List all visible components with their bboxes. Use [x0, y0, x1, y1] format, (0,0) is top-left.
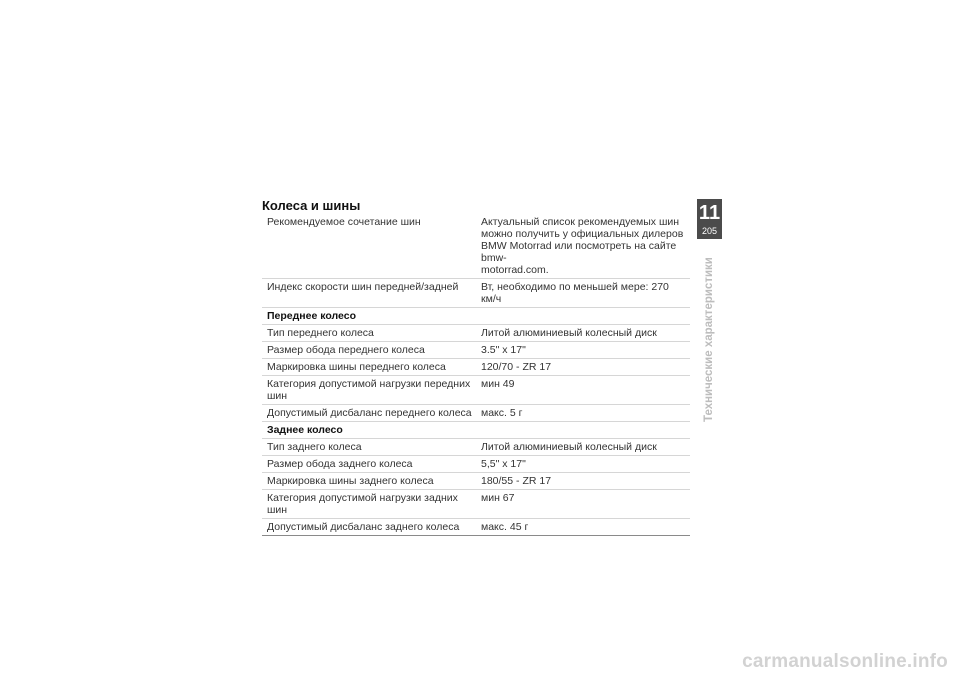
row-label: Рекомендуемое сочетание шин [262, 214, 476, 279]
row-label: Категория допустимой нагрузки передних шин [262, 376, 476, 405]
group-header-front [262, 308, 690, 325]
row-value-line: BMW Motorrad или посмотреть на сайте bmw- [481, 240, 677, 264]
row-label: Размер обода переднего колеса [262, 342, 476, 359]
row-label: Маркировка шины заднего колеса [262, 473, 476, 490]
row-value-line: можно получить у официальных дилеров [481, 228, 684, 240]
section-title: Колеса и шины [262, 198, 361, 213]
group-label: Заднее колесо [262, 422, 690, 439]
chapter-badge [697, 199, 722, 239]
chapter-side-title: Технические характеристики [703, 257, 715, 422]
chapter-number: 11 [698, 202, 721, 224]
row-label: Категория допустимой нагрузки задних шин [262, 490, 476, 519]
row-value: 5,5" x 17" [476, 456, 690, 473]
row-label: Индекс скорости шин передней/задней [262, 279, 476, 308]
row-value: Вт, необходимо по меньшей мере: 270 км/ч [476, 279, 690, 308]
row-label: Допустимый дисбаланс заднего колеса [262, 519, 476, 536]
row-value: макс. 5 г [476, 405, 690, 422]
table-row [262, 473, 690, 490]
page-number: 205 [701, 226, 718, 236]
table-row [262, 325, 690, 342]
table-row [262, 376, 690, 405]
row-value-line: motorrad.com. [481, 264, 549, 276]
row-value: 3.5" x 17" [476, 342, 690, 359]
row-value: макс. 45 г [476, 519, 690, 536]
group-header-rear [262, 422, 690, 439]
table-row [262, 405, 690, 422]
table-row [262, 456, 690, 473]
row-label: Тип переднего колеса [262, 325, 476, 342]
row-label: Тип заднего колеса [262, 439, 476, 456]
row-value: Литой алюминиевый колесный диск [476, 439, 690, 456]
row-label: Допустимый дисбаланс переднего колеса [262, 405, 476, 422]
row-value [476, 214, 690, 279]
table-row [262, 439, 690, 456]
table-row [262, 519, 690, 536]
specs-table [262, 214, 690, 536]
row-value-line: Актуальный список рекомендуемых шин [481, 216, 680, 228]
table-row [262, 214, 690, 279]
table-row [262, 490, 690, 519]
row-value: мин 67 [476, 490, 690, 519]
table-row [262, 342, 690, 359]
watermark: carmanualsonline.info [742, 651, 948, 672]
row-label: Размер обода заднего колеса [262, 456, 476, 473]
group-label: Переднее колесо [262, 308, 690, 325]
row-value: Литой алюминиевый колесный диск [476, 325, 690, 342]
table-row [262, 359, 690, 376]
row-label: Маркировка шины переднего колеса [262, 359, 476, 376]
row-value: 120/70 - ZR 17 [476, 359, 690, 376]
table-row [262, 279, 690, 308]
row-value: 180/55 - ZR 17 [476, 473, 690, 490]
row-value: мин 49 [476, 376, 690, 405]
